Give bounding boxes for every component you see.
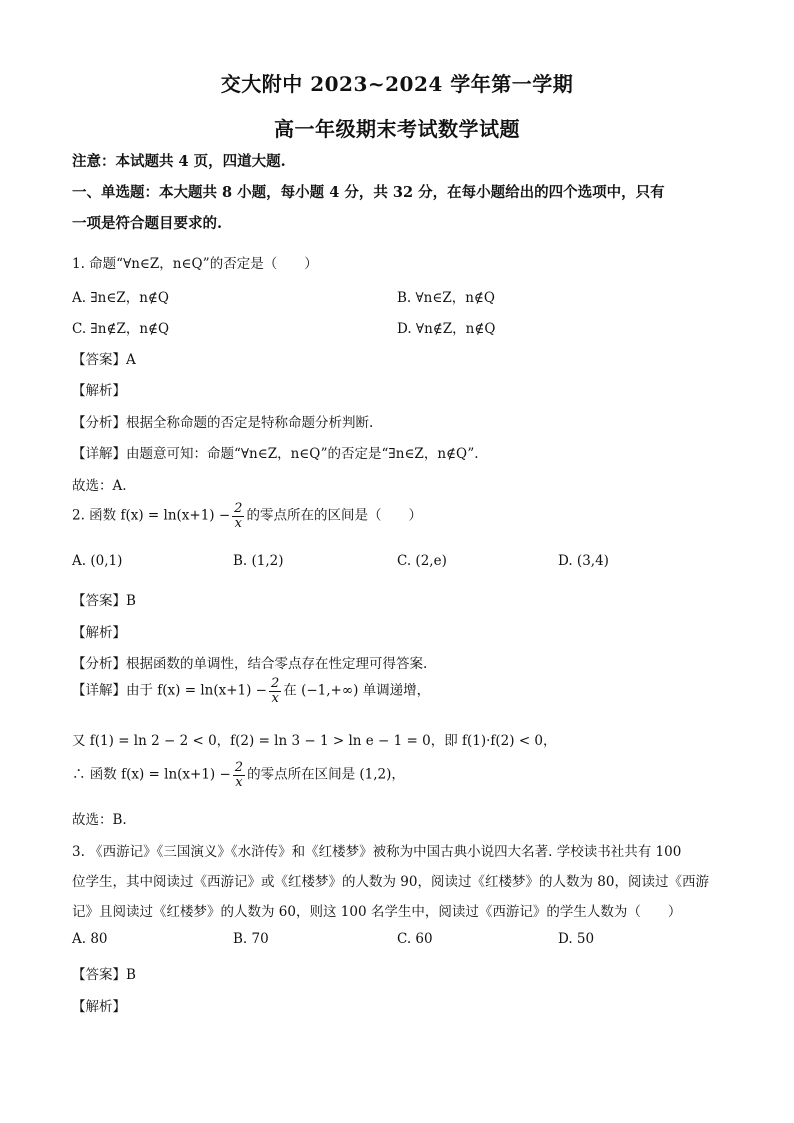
q1-analysis-label: 【解析】	[72, 383, 126, 399]
section-heading-line2: 一项是符合题目要求的.	[72, 215, 223, 232]
fraction-denominator: x	[234, 515, 242, 531]
q3-option-c: C. 60	[397, 931, 433, 947]
exam-subtitle: 高一年级期末考试数学试题	[274, 117, 520, 141]
fraction-numerator: 2	[234, 760, 244, 775]
fraction-denominator: x	[271, 690, 279, 706]
q3-option-d: D. 50	[558, 931, 595, 947]
q3-stem-line3: 记》且阅读过《红楼梦》的人数为 60，则这 100 名学生中，阅读过《西游记》的学生人数为（ ）	[72, 904, 682, 920]
q1-option-b: B. ∀n∈Z，n∉Q	[397, 290, 495, 306]
q2-answer: 【答案】B	[72, 593, 136, 609]
q2-detail	[72, 677, 430, 705]
q2-line3-post: 的零点所在区间是 (1,2)，	[247, 766, 405, 783]
q2-analysis-label: 【解析】	[72, 625, 126, 641]
q1-option-c: C. ∃n∉Z，n∉Q	[72, 321, 170, 337]
q2-stem-fraction	[232, 502, 244, 530]
exam-title: 交大附中 2023~2024 学年第一学期	[220, 72, 574, 96]
fraction-denominator: x	[235, 774, 243, 790]
q2-stem-pre: 2. 函数 f(x) = ln(x+1) −	[72, 507, 231, 524]
q2-option-c: C. (2,e)	[397, 553, 447, 569]
q2-option-b: B. (1,2)	[233, 553, 284, 569]
q3-analysis-label: 【解析】	[72, 999, 126, 1015]
notice: 注意：本试题共 4 页，四道大题.	[72, 153, 286, 170]
q2-conclusion: 故选：B.	[72, 812, 127, 828]
fraction-numerator: 2	[271, 676, 280, 691]
q2-detail-pre: 【详解】由于 f(x) = ln(x+1) −	[72, 682, 267, 699]
q2-detail-line3	[72, 761, 405, 789]
q3-answer: 【答案】B	[72, 967, 136, 983]
q2-stem	[72, 502, 422, 530]
q2-line3-pre: ∴ 函数 f(x) = ln(x+1) −	[72, 766, 231, 783]
q2-line3-fraction	[233, 761, 245, 789]
q3-option-a: A. 80	[72, 931, 108, 947]
q2-detail-post: 在 (−1,+∞) 单调递增，	[283, 682, 431, 699]
q1-detail: 【详解】由题意可知：命题“∀n∈Z，n∈Q”的否定是“∃n∈Z，n∉Q”.	[72, 446, 479, 462]
q2-fenxi: 【分析】根据函数的单调性，结合零点存在性定理可得答案.	[72, 656, 428, 672]
q1-conclusion: 故选：A.	[72, 478, 127, 494]
section-heading-line1: 一、单选题：本大题共 8 小题，每小题 4 分，共 32 分，在每小题给出的四个选项中，只有	[72, 184, 665, 201]
q1-option-d: D. ∀n∉Z，n∉Q	[397, 321, 496, 337]
fraction-numerator: 2	[234, 501, 243, 516]
q2-stem-post: 的零点所在的区间是（ ）	[246, 507, 422, 524]
q2-option-a: A. (0,1)	[72, 553, 123, 569]
q3-stem-line2: 位学生，其中阅读过《西游记》或《红楼梦》的人数为 90，阅读过《红楼梦》的人数为 80，阅读过《西游	[72, 874, 709, 890]
q3-stem-line1: 3. 《西游记》《三国演义》《水浒传》和《红楼梦》被称为中国古典小说四大名著. 学校读书社共有 100	[72, 844, 682, 860]
q2-detail-fraction	[269, 677, 281, 705]
q1-answer: 【答案】A	[72, 352, 136, 368]
q3-option-b: B. 70	[233, 931, 269, 947]
q2-option-d: D. (3,4)	[558, 553, 609, 569]
q1-option-a: A. ∃n∈Z，n∉Q	[72, 290, 169, 306]
q2-detail-line2: 又 f(1) = ln 2 − 2 < 0，f(2) = ln 3 − 1 > ln e − 1 = 0，即 f(1)·f(2) < 0，	[72, 733, 557, 749]
q1-fenxi: 【分析】根据全称命题的否定是特称命题分析判断.	[72, 415, 374, 431]
q1-stem: 1. 命题“∀n∈Z，n∈Q”的否定是（ ）	[72, 256, 318, 272]
